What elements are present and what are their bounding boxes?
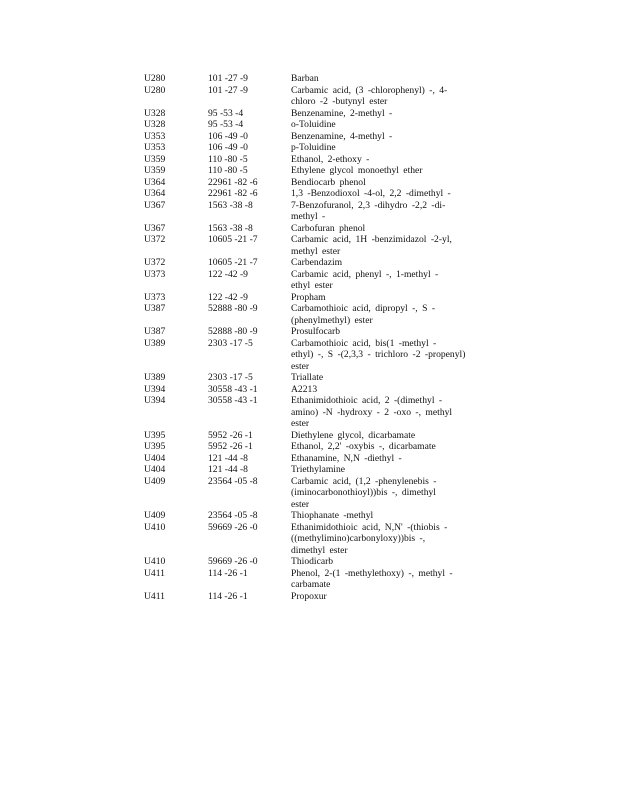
waste-code: U359 bbox=[144, 153, 166, 165]
table-row bbox=[0, 269, 618, 292]
table-row bbox=[0, 177, 618, 189]
table-row bbox=[0, 476, 618, 511]
waste-code: U394 bbox=[144, 395, 166, 406]
table-row bbox=[0, 395, 618, 430]
table-row bbox=[0, 338, 618, 373]
chemical-name: Barban bbox=[291, 73, 319, 84]
table-row bbox=[0, 223, 618, 235]
table-row bbox=[0, 200, 618, 223]
table-row bbox=[0, 165, 618, 177]
cas-number: 1563 -38 -8 bbox=[208, 199, 253, 211]
chemical-name: 1,3 -Benzodioxol -4-ol, 2,2 -dimethyl - bbox=[291, 188, 451, 199]
chemical-name: o-Toluidine bbox=[291, 119, 336, 130]
chemical-name: Prosulfocarb bbox=[291, 326, 341, 337]
waste-code: U367 bbox=[144, 199, 166, 211]
cas-number: 106 -49 -0 bbox=[208, 130, 248, 142]
chemical-name: Ethanimidothioic acid, N,N' -(thiobis - ((methylimino)carbonyloxy))bis -, dimethyl ester bbox=[291, 521, 448, 556]
waste-code: U411 bbox=[144, 567, 165, 579]
table-row bbox=[0, 119, 618, 131]
cas-number: 114 -26 -1 bbox=[208, 567, 248, 579]
waste-code: U373 bbox=[144, 291, 166, 303]
chemical-name: Ethanol, 2-ethoxy - bbox=[291, 153, 370, 165]
cas-number: 101 -27 -9 bbox=[208, 84, 248, 96]
cas-number: 110 -80 -5 bbox=[208, 165, 248, 176]
waste-code: U328 bbox=[144, 107, 166, 119]
waste-code: U387 bbox=[144, 326, 166, 337]
cas-number: 121 -44 -8 bbox=[208, 452, 248, 464]
chemical-name: Propoxur bbox=[291, 590, 327, 602]
chemical-name: Ethanamine, N,N -diethyl - bbox=[291, 452, 402, 464]
chemical-name: Carbamothioic acid, dipropyl -, S - (phenylmethyl) ester bbox=[291, 303, 436, 326]
chemical-name: Carbamothioic acid, bis(1 -methyl - ethyl) -, S -(2,3,3 - trichloro -2 -propenyl) ester bbox=[291, 337, 466, 372]
waste-code: U409 bbox=[144, 475, 166, 487]
table-row bbox=[0, 142, 618, 154]
waste-code: U367 bbox=[144, 222, 166, 234]
chemical-name: Carbamic acid, phenyl -, 1-methyl - ethyl ester bbox=[291, 268, 439, 291]
table-row bbox=[0, 372, 618, 384]
cas-number: 52888 -80 -9 bbox=[208, 303, 258, 314]
table-row bbox=[0, 326, 618, 338]
waste-code: U372 bbox=[144, 257, 166, 268]
cas-number: 121 -44 -8 bbox=[208, 464, 248, 475]
chemical-name: Triethylamine bbox=[291, 464, 346, 475]
cas-number: 2303 -17 -5 bbox=[208, 372, 253, 383]
table-row bbox=[0, 131, 618, 143]
waste-code-table bbox=[0, 73, 618, 602]
table-row bbox=[0, 234, 618, 257]
waste-code: U389 bbox=[144, 337, 166, 349]
chemical-name: Carbamic acid, (1,2 -phenylenebis - (iminocarbonothioyl))bis -, dimethyl ester bbox=[291, 475, 437, 510]
chemical-name: Carbofuran phenol bbox=[291, 222, 366, 234]
waste-code: U373 bbox=[144, 268, 166, 280]
table-row bbox=[0, 510, 618, 522]
table-row bbox=[0, 154, 618, 166]
waste-code: U409 bbox=[144, 510, 166, 521]
waste-code: U387 bbox=[144, 303, 166, 314]
cas-number: 5952 -26 -1 bbox=[208, 429, 253, 441]
chemical-name: Diethylene glycol, dicarbamate bbox=[291, 429, 416, 441]
waste-code: U328 bbox=[144, 119, 166, 130]
cas-number: 23564 -05 -8 bbox=[208, 510, 258, 521]
waste-code: U280 bbox=[144, 73, 166, 84]
cas-number: 95 -53 -4 bbox=[208, 119, 244, 130]
table-row bbox=[0, 568, 618, 591]
table-row bbox=[0, 453, 618, 465]
waste-code: U353 bbox=[144, 142, 166, 153]
chemical-name: p-Toluidine bbox=[291, 142, 336, 153]
cas-number: 30558 -43 -1 bbox=[208, 395, 258, 406]
chemical-name: Carbendazim bbox=[291, 257, 343, 268]
cas-number: 52888 -80 -9 bbox=[208, 326, 258, 337]
waste-code: U411 bbox=[144, 590, 165, 602]
waste-code: U404 bbox=[144, 452, 166, 464]
cas-number: 122 -42 -9 bbox=[208, 291, 248, 303]
table-row bbox=[0, 85, 618, 108]
table-row bbox=[0, 591, 618, 603]
table-row bbox=[0, 522, 618, 557]
chemical-name: Carbamic acid, 1H -benzimidazol -2-yl, methyl ester bbox=[291, 234, 452, 257]
cas-number: 101 -27 -9 bbox=[208, 73, 248, 84]
chemical-name: Thiophanate -methyl bbox=[291, 510, 374, 521]
chemical-name: Carbamic acid, (3 -chlorophenyl) -, 4- chloro -2 -butynyl ester bbox=[291, 84, 448, 107]
chemical-name: Ethanol, 2,2' -oxybis -, dicarbamate bbox=[291, 441, 436, 452]
cas-number: 5952 -26 -1 bbox=[208, 441, 253, 452]
waste-code: U410 bbox=[144, 556, 166, 567]
chemical-name: Benzenamine, 2-methyl - bbox=[291, 107, 393, 119]
waste-code: U395 bbox=[144, 429, 166, 441]
table-row bbox=[0, 556, 618, 568]
waste-code: U353 bbox=[144, 130, 166, 142]
cas-number: 114 -26 -1 bbox=[208, 590, 248, 602]
waste-code: U395 bbox=[144, 441, 166, 452]
chemical-name: Ethylene glycol monoethyl ether bbox=[291, 165, 423, 176]
chemical-name: 7-Benzofuranol, 2,3 -dihydro -2,2 -di- methyl - bbox=[291, 199, 446, 222]
table-row bbox=[0, 464, 618, 476]
cas-number: 22961 -82 -6 bbox=[208, 188, 258, 199]
table-row bbox=[0, 188, 618, 200]
waste-code: U280 bbox=[144, 84, 166, 96]
cas-number: 122 -42 -9 bbox=[208, 268, 248, 280]
cas-number: 110 -80 -5 bbox=[208, 153, 248, 165]
table-row bbox=[0, 108, 618, 120]
cas-number: 95 -53 -4 bbox=[208, 107, 244, 119]
waste-code: U364 bbox=[144, 188, 166, 199]
cas-number: 106 -49 -0 bbox=[208, 142, 248, 153]
cas-number: 59669 -26 -0 bbox=[208, 521, 258, 533]
cas-number: 22961 -82 -6 bbox=[208, 176, 258, 188]
table-row bbox=[0, 441, 618, 453]
chemical-name: Triallate bbox=[291, 372, 324, 383]
chemical-name: Benzenamine, 4-methyl - bbox=[291, 130, 393, 142]
table-row bbox=[0, 303, 618, 326]
waste-code: U410 bbox=[144, 521, 166, 533]
cas-number: 10605 -21 -7 bbox=[208, 234, 258, 245]
table-row bbox=[0, 73, 618, 85]
chemical-name: Bendiocarb phenol bbox=[291, 176, 366, 188]
cas-number: 30558 -43 -1 bbox=[208, 383, 258, 395]
cas-number: 23564 -05 -8 bbox=[208, 475, 258, 487]
table-row bbox=[0, 430, 618, 442]
chemical-name: Thiodicarb bbox=[291, 556, 334, 567]
cas-number: 10605 -21 -7 bbox=[208, 257, 258, 268]
table-row bbox=[0, 257, 618, 269]
waste-code: U389 bbox=[144, 372, 166, 383]
waste-code: U404 bbox=[144, 464, 166, 475]
cas-number: 1563 -38 -8 bbox=[208, 222, 253, 234]
chemical-name: A2213 bbox=[291, 383, 318, 395]
chemical-name: Propham bbox=[291, 291, 326, 303]
waste-code: U394 bbox=[144, 383, 166, 395]
chemical-name: Ethanimidothioic acid, 2 -(dimethyl - amino) -N -hydroxy - 2 -oxo -, methyl ester bbox=[291, 395, 453, 429]
cas-number: 59669 -26 -0 bbox=[208, 556, 258, 567]
cas-number: 2303 -17 -5 bbox=[208, 337, 253, 349]
table-row bbox=[0, 292, 618, 304]
waste-code: U364 bbox=[144, 176, 166, 188]
waste-code: U372 bbox=[144, 234, 166, 245]
chemical-name: Phenol, 2-(1 -methylethoxy) -, methyl - carbamate bbox=[291, 567, 453, 590]
waste-code: U359 bbox=[144, 165, 166, 176]
table-row bbox=[0, 384, 618, 396]
